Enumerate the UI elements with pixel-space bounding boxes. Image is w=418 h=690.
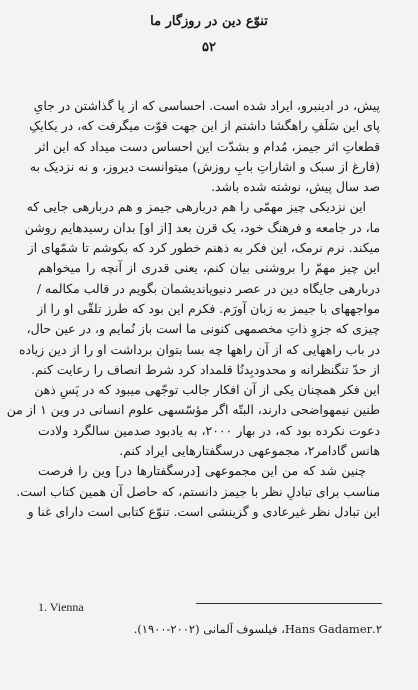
body-text [6, 96, 380, 522]
text-line: این تبادل نظر غیرعادی و گزینشی است. تنوّع کتابی است دارای غنا و [27, 503, 380, 519]
text-line: هانس گادامر۲، مجموعهی درسگفتارهایی ایراد کنم. [119, 443, 380, 459]
paragraph-1 [29, 96, 380, 197]
text-line: در باب راههایی که از آن راهها چه بسا بتوان برداشت او را از دین زیاده [18, 341, 380, 357]
text-line: این فکر همچنان یکی از آن افکار جالب توجّهی میبود که در پَسِ ذهن [34, 382, 380, 398]
text-line: دربارهی جایگاه دین در عصر دنیویاندیشمان بگویم در قالب مکالمه / [36, 280, 380, 296]
text-line: پیش، در ادینبرو، ایراد شده است. احساسی که از پا گذاشتن در جایِ [33, 98, 380, 113]
text-line: صد سال پیش، نوشته شده باشد. [211, 179, 380, 195]
footnote-1: 1. Vienna [38, 600, 84, 614]
text-line: ما، در جامعه و فرهنگ خود، یک قرن بعد [از او] بدان رسیدهایم روشن [24, 219, 380, 235]
text-line: چیزی که جزوِ ذاتِ مخصمهی کنونی ما است باز نُمایم و، در عین حال، [26, 321, 380, 337]
text-line: طنین نیمهواضحی دارند، البتّه اگر مؤسّسهی علوم انسانی در وین ۱ از من [6, 402, 380, 418]
text-line: میکند. نرم نرمک، این فکر به ذهنم خطور کرد که بکوشم تا شمّهای از [27, 240, 380, 256]
text-line: چنین شد که من این مجموعهی [درسگفتارها در] وین را فرصت [38, 463, 366, 479]
footnote-2: ۲.Hans Gadamer، فیلسوف آلمانی (۲۰۰۲-۱۹۰۰). [133, 622, 382, 636]
text-line: مناسب برای تبادلِ نظر با جیمز دانستم، که حاصل آن همین کتاب است. [16, 483, 380, 499]
page-number: ۵۲ [202, 40, 216, 55]
text-line: این چیز مهمّ را بروشنی بیان کنم، یعنی قدری از آنچه را میخواهم [38, 260, 380, 276]
text-line: (فارغ از سبک و اشاراتِ بابِ روزش) میتوانست دیروز، و نه نزدیک به [29, 158, 380, 174]
text-line: این نزدیکی چیز مهمّی را هم دربارهی جیمز و هم دربارهی جایی که [26, 199, 366, 215]
footnote-divider [196, 603, 382, 604]
text-line: پای این سَلَفِ راهگشا داشتم از این جهت قوّت میگرفت که، در یکایکِ [29, 118, 380, 134]
text-line: از حدّ تنگنظرانه و محدودبِدنُا قلمداد کرد شرط انصاف را رعایت کنم. [31, 361, 380, 377]
paragraph-2 [6, 197, 380, 461]
text-line: مواجههای با جیمز به زبان آورَم. فکرم این بود که طرز تلقّی او را از [37, 300, 380, 316]
running-title: تنوّع دین در روزگار ما [150, 14, 268, 29]
text-line: قطعاتِ اثر جیمز، مُدام و بشدّت این احساس دست میداد که این اثر [35, 138, 380, 154]
paragraph-3 [16, 461, 380, 522]
text-line: دعوت نکرده بود که، در بهار ۲۰۰۰، به یادبود صدمین سالگرد ولادت [38, 422, 380, 438]
